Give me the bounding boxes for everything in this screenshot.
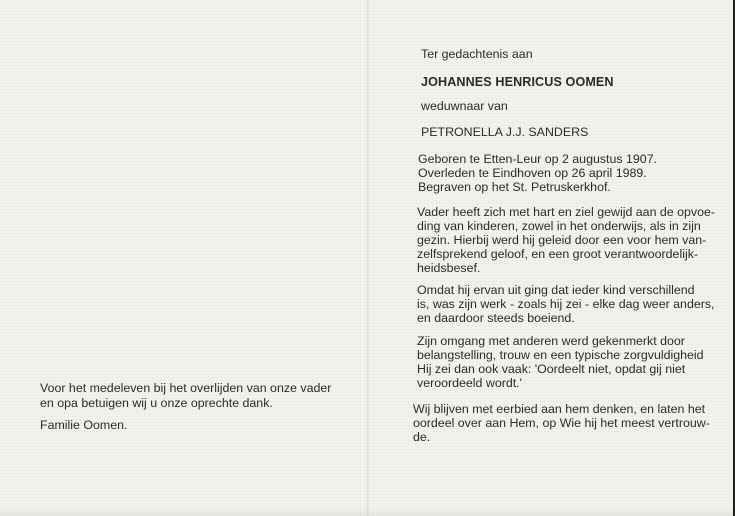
- paragraph-2-line: Omdat hij ervan uit ging dat ieder kind verschillend: [417, 283, 695, 297]
- paragraph-4-line: oordeel over aan Hem, op Wie hij het meest vertrouw-: [413, 416, 710, 430]
- paragraph-1-line: heidsbesef.: [417, 261, 481, 275]
- birth-line: Geboren te Etten-Leur op 2 augustus 1907.: [418, 152, 658, 166]
- paragraph-2-line: en daardoor steeds boeiend.: [417, 311, 575, 325]
- widower-text: weduwnaar van: [421, 99, 508, 113]
- spouse-name: PETRONELLA J.J. SANDERS: [421, 125, 589, 139]
- burial-line: Begraven op het St. Petruskerkhof.: [418, 180, 611, 194]
- paragraph-3-line: Zijn omgang met anderen werd gekenmerkt door: [417, 334, 685, 348]
- paragraph-3-line: Hij zei dan ook vaak: 'Oordeelt niet, opdat gij niet: [417, 362, 686, 376]
- death-line: Overleden te Eindhoven op 26 april 1989.: [418, 166, 647, 180]
- thanks-line-2: en opa betuigen wij u onze oprechte dank.: [40, 396, 273, 410]
- intro-text: Ter gedachtenis aan: [421, 47, 533, 61]
- card-bottom-edge: [0, 508, 735, 516]
- thanks-line-1: Voor het medeleven bij het overlijden van onze vader: [40, 381, 332, 395]
- paragraph-1-line: Vader heeft zich met hart en ziel gewijd aan de opvoe-: [417, 205, 716, 219]
- paragraph-3-line: veroordeeld wordt.': [417, 376, 522, 390]
- paragraph-1-line: zelfsprekend geloof, en een groot verantwoordelijk-: [417, 247, 699, 261]
- family-signature: Familie Oomen.: [40, 418, 128, 432]
- card-fold: [366, 0, 369, 516]
- paragraph-4-line: de.: [413, 430, 431, 444]
- paragraph-3-line: belangstelling, trouw en een typische zorgvuldigheid: [417, 348, 704, 362]
- paragraph-4-line: Wij blijven met eerbied aan hem denken, en laten het: [413, 402, 706, 416]
- paragraph-1-line: ding van kinderen, zowel in het onderwijs, als in zijn: [417, 219, 701, 233]
- paragraph-2-line: is, was zijn werk - zoals hij zei - elke dag weer anders,: [417, 297, 715, 311]
- deceased-name: JOHANNES HENRICUS OOMEN: [421, 75, 614, 89]
- paragraph-1-line: gezin. Hierbij werd hij geleid door een voor hem van-: [417, 233, 707, 247]
